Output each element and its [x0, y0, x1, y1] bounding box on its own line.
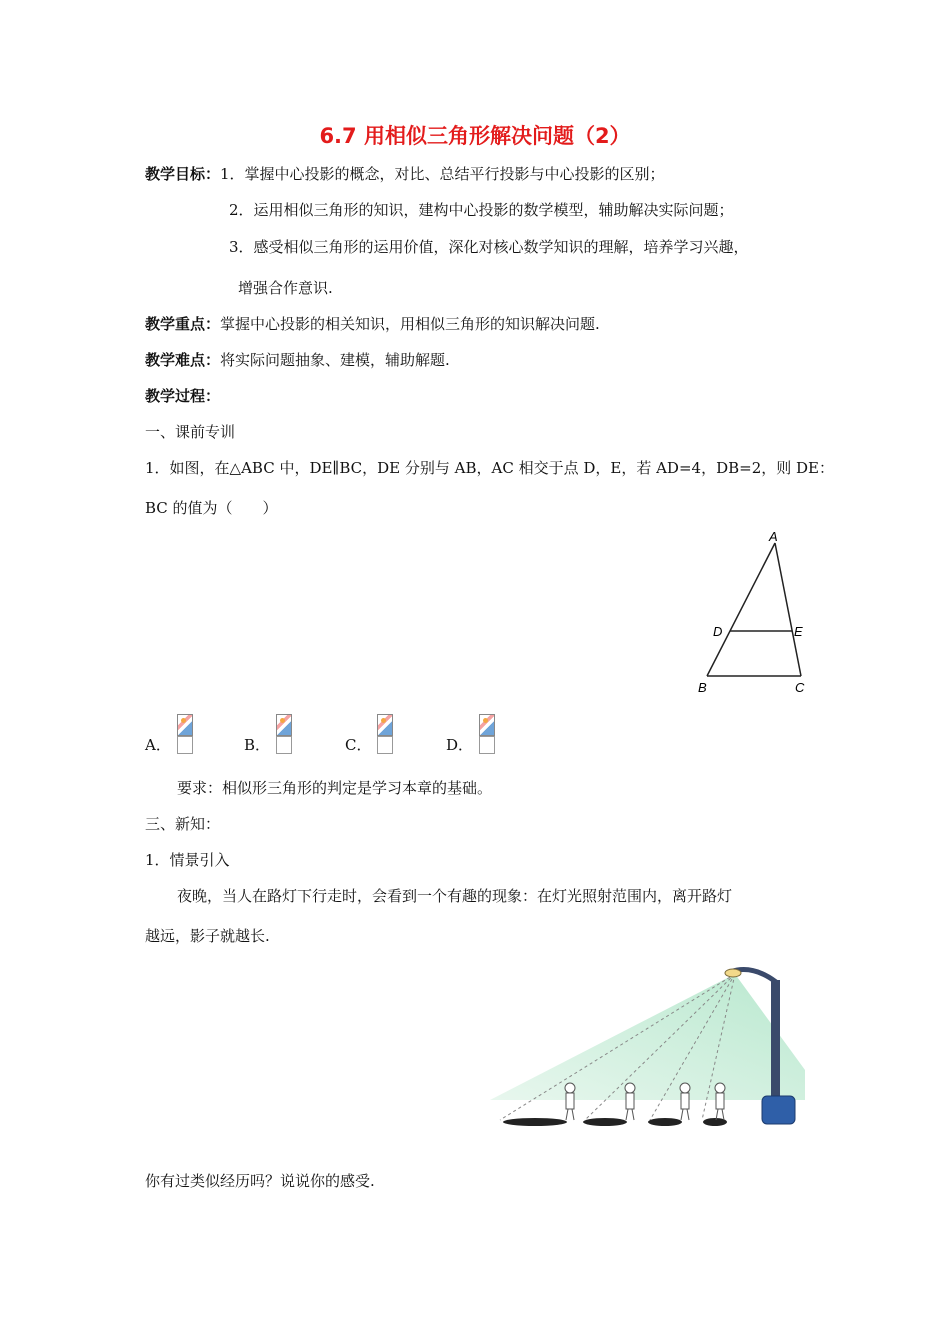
- question-1-line-2: BC 的值为（ ）: [145, 499, 278, 517]
- option-a-label: A．: [145, 736, 171, 754]
- page-title: 6.7 用相似三角形解决问题（2）: [319, 124, 631, 148]
- light-beam: [490, 974, 805, 1100]
- shadow: [503, 1118, 567, 1126]
- shadow: [583, 1118, 627, 1126]
- streetlight-illustration: [490, 960, 810, 1130]
- difficulty-text: 将实际问题抽象、建模，辅助解题.: [220, 351, 450, 369]
- label-e: E: [794, 624, 803, 639]
- side-ac: [775, 543, 801, 676]
- section-1-heading: 一、课前专训: [145, 423, 236, 441]
- walking-person: [565, 1083, 575, 1120]
- option-d[interactable]: [446, 714, 495, 754]
- side-ab: [707, 543, 775, 676]
- label-d: D: [713, 624, 723, 639]
- walking-person: [680, 1083, 690, 1120]
- goal-item-3-cont: 增强合作意识.: [238, 279, 333, 297]
- triangle-figure: [695, 525, 815, 700]
- process-label: 教学过程：: [145, 387, 221, 405]
- lamp-base: [762, 1096, 795, 1124]
- question-1-line-1: 1．如图，在△ABC 中，DE∥BC，DE 分别与 AB，AC 相交于点 D，E，若 AD=4，DB=2，则 DE：: [145, 459, 834, 477]
- label-a: A: [769, 529, 778, 544]
- goal-item-2: 2．运用相似三角形的知识，建构中心投影的数学模型，辅助解决实际问题；: [229, 201, 734, 219]
- lamp-head: [725, 969, 741, 977]
- option-c-label: C．: [345, 736, 372, 754]
- broken-image-icon: [177, 714, 193, 754]
- key-point-text: 掌握中心投影的相关知识，用相似三角形的知识解决问题.: [220, 315, 600, 333]
- option-a[interactable]: [145, 714, 193, 754]
- walking-person: [715, 1083, 725, 1120]
- option-b-label: B．: [244, 736, 271, 754]
- shadow: [648, 1118, 682, 1126]
- option-d-label: D．: [446, 736, 474, 754]
- broken-image-icon: [479, 714, 495, 754]
- subsection-1-heading: 1．情景引入: [145, 851, 230, 869]
- label-c: C: [795, 680, 805, 695]
- walking-person: [625, 1083, 635, 1120]
- broken-image-icon: [276, 714, 292, 754]
- goals-label: 教学目标：: [145, 165, 221, 183]
- broken-image-icon: [377, 714, 393, 754]
- goal-item-3: 3．感受相似三角形的运用价值，深化对核心数学知识的理解，培养学习兴趣，: [229, 238, 749, 256]
- goal-item-1: 1．掌握中心投影的概念，对比、总结平行投影与中心投影的区别；: [220, 165, 665, 183]
- label-b: B: [698, 680, 707, 695]
- section-3-heading: 三、新知：: [145, 815, 221, 833]
- teaching-goals: [145, 163, 665, 184]
- key-point-label: 教学重点：: [145, 315, 221, 333]
- scene-text-line-1: 夜晚，当人在路灯下行走时，会看到一个有趣的现象：在灯光照射范围内，离开路灯: [177, 887, 733, 905]
- closing-question: 你有过类似经历吗？说说你的感受.: [145, 1172, 375, 1190]
- key-point: [145, 313, 600, 334]
- requirement-note: 要求：相似形三角形的判定是学习本章的基础。: [177, 779, 493, 797]
- scene-text-line-2: 越远，影子就越长.: [145, 927, 270, 945]
- option-c[interactable]: [345, 714, 393, 754]
- option-b[interactable]: [244, 714, 292, 754]
- difficulty: [145, 349, 450, 370]
- lamp-pole: [771, 980, 780, 1100]
- difficulty-label: 教学难点：: [145, 351, 221, 369]
